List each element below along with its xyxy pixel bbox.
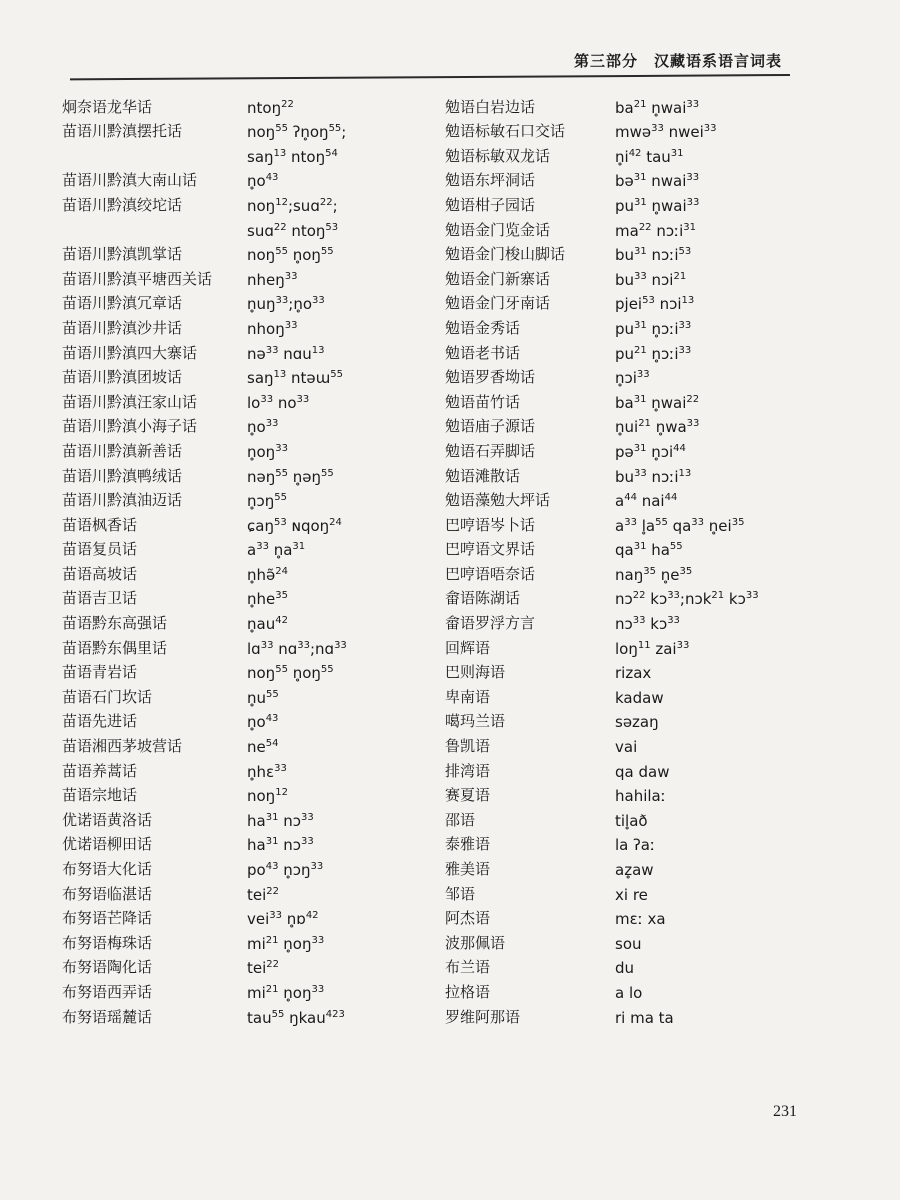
word-form: $a^{33}$ $n̥a^{31}$ xyxy=(247,541,306,560)
language-name: 苗语川黔滇冗章话 xyxy=(62,294,183,313)
entry-row xyxy=(62,928,432,953)
entry-row xyxy=(445,240,795,265)
language-name: 勉语东坪洞话 xyxy=(445,171,536,190)
word-form: $n̥o^{43}$ xyxy=(247,713,279,732)
language-name: 勉语金门新寨话 xyxy=(445,269,551,288)
language-name: 畲语罗浮方言 xyxy=(445,614,536,633)
entry-row xyxy=(62,756,432,781)
word-form: kadaw xyxy=(615,688,664,707)
word-form: nɔ$^{33}$ kɔ$^{33}$ xyxy=(615,615,680,634)
language-name: 炯奈语龙华话 xyxy=(62,97,153,116)
language-name: 苗语宗地话 xyxy=(62,786,138,805)
word-form: qa daw xyxy=(615,762,670,781)
word-form: $lo^{33}$ $no^{33}$ xyxy=(247,393,310,412)
entry-row xyxy=(445,289,795,314)
entry-row xyxy=(445,313,795,338)
language-name: 噶玛兰语 xyxy=(445,712,506,731)
word-form: $mi^{21}$ $n̥oŋ^{33}$ xyxy=(247,934,325,953)
entry-row xyxy=(62,486,432,511)
language-name: 勉语庙子源话 xyxy=(445,417,536,436)
word-form: vei$^{33}$ n̥ɒ$^{42}$ xyxy=(247,910,319,929)
entry-row xyxy=(445,461,795,486)
entry-row xyxy=(445,608,795,633)
word-form: sou xyxy=(615,934,642,953)
word-form: nɔ$^{22}$ kɔ$^{33}$;nɔk$^{21}$ kɔ$^{33}$ xyxy=(615,590,759,609)
language-name: 勉语金门梭山脚话 xyxy=(445,245,566,264)
entry-row xyxy=(62,854,432,879)
word-form: ɕaŋ$^{53}$ ɴqoŋ$^{24}$ xyxy=(247,516,342,535)
language-name: 苗语养蒿话 xyxy=(62,761,138,780)
entry-row xyxy=(445,904,795,929)
word-form: noŋ$^{55}$ $n̥oŋ^{55}$ xyxy=(247,246,334,265)
entry-row xyxy=(62,805,432,830)
entry-row xyxy=(62,215,432,240)
entry-row xyxy=(445,781,795,806)
word-form: $n̥o^{43}$ xyxy=(247,172,279,191)
entry-row xyxy=(445,953,795,978)
left-column xyxy=(62,92,432,1027)
word-form: bə$^{31}$ nwai$^{33}$ xyxy=(615,172,700,191)
language-name: 回辉语 xyxy=(445,638,491,657)
entry-row xyxy=(445,141,795,166)
word-form: ri ma ta xyxy=(615,1008,674,1027)
word-form: nə$^{33}$ nɑu$^{13}$ xyxy=(247,344,325,363)
word-form: $ne^{54}$ xyxy=(247,738,279,757)
language-name: 布努语梅珠话 xyxy=(62,933,153,952)
language-name: 排湾语 xyxy=(445,761,491,780)
entry-row xyxy=(62,584,432,609)
language-name: 苗语湘西茅坡营话 xyxy=(62,737,183,756)
language-name: 罗维阿那语 xyxy=(445,1007,521,1026)
language-name: 勉语柑子园话 xyxy=(445,195,536,214)
word-form: $pu^{31}$ n̥wai$^{33}$ xyxy=(615,196,700,215)
word-form: $n̥i^{42}$ tau$^{31}$ xyxy=(615,147,684,166)
language-name: 畲语陈湖话 xyxy=(445,589,521,608)
language-name: 泰雅语 xyxy=(445,835,491,854)
word-form: suɑ$^{22}$ ntoŋ$^{53}$ xyxy=(247,221,339,240)
language-name: 勉语藻勉大坪话 xyxy=(445,491,551,510)
entry-row xyxy=(62,731,432,756)
entry-row xyxy=(445,928,795,953)
entry-row xyxy=(445,363,795,388)
language-name: 苗语吉卫话 xyxy=(62,589,138,608)
word-form: vai xyxy=(615,738,638,757)
word-form: $ha^{31}$ nɔ$^{33}$ xyxy=(247,836,314,855)
word-form: n̥ɔi$^{33}$ xyxy=(615,369,650,388)
language-name: 优诺语黄洛话 xyxy=(62,810,153,829)
entry-row xyxy=(445,338,795,363)
entry-row xyxy=(62,707,432,732)
entry-row xyxy=(445,535,795,560)
language-name: 苗语黔东偶里话 xyxy=(62,638,168,657)
entry-row xyxy=(445,805,795,830)
word-form: $n̥o^{33}$ xyxy=(247,418,279,437)
entry-row xyxy=(62,977,432,1002)
language-name: 勉语罗香坳话 xyxy=(445,368,536,387)
language-name: 邵语 xyxy=(445,810,476,829)
language-name: 苗语青岩话 xyxy=(62,663,138,682)
entry-row xyxy=(445,633,795,658)
language-name: 苗语石门坎话 xyxy=(62,687,153,706)
entry-row xyxy=(62,461,432,486)
word-form: $ba^{31}$ n̥wai$^{22}$ xyxy=(615,393,700,412)
word-form: səzaŋ xyxy=(615,713,659,732)
word-form: pjei$^{53}$ nɔi$^{13}$ xyxy=(615,295,695,314)
word-form: $n̥uŋ^{33};n̥o^{33}$ xyxy=(247,295,325,314)
word-form: $n̥u^{55}$ xyxy=(247,688,279,707)
word-form: saŋ$^{13}$ ntəɯ$^{55}$ xyxy=(247,369,343,388)
language-name: 苗语川黔滇沙井话 xyxy=(62,318,183,337)
language-name: 苗语枫香话 xyxy=(62,515,138,534)
word-form: pə$^{31}$ n̥ɔi$^{44}$ xyxy=(615,442,686,461)
word-form: a lo xyxy=(615,983,643,1002)
word-form: $ha^{31}$ nɔ$^{33}$ xyxy=(247,811,314,830)
language-name: 勉语苗竹话 xyxy=(445,392,521,411)
word-form: mwə$^{33}$ nwei$^{33}$ xyxy=(615,123,717,142)
language-name: 苗语川黔滇四大寨话 xyxy=(62,343,198,362)
entry-row xyxy=(62,633,432,658)
running-header: 第三部分 汉藏语系语言词表 xyxy=(573,52,782,70)
language-name: 布努语芒降话 xyxy=(62,909,153,928)
entry-row xyxy=(62,363,432,388)
language-name: 苗语川黔滇小海子话 xyxy=(62,417,198,436)
word-form: $a^{33}$ $l̥a^{55}$ $qa^{33}$ $n̥ei^{35}$ xyxy=(615,516,745,535)
language-name: 布努语临湛话 xyxy=(62,884,153,903)
language-name: 勉语老书话 xyxy=(445,343,521,362)
language-name: 布努语西弄话 xyxy=(62,982,153,1001)
entry-row xyxy=(445,854,795,879)
word-form: nəŋ$^{55}$ n̥əŋ$^{55}$ xyxy=(247,467,334,486)
word-form: nhoŋ$^{33}$ xyxy=(247,319,298,338)
language-name: 波那佩语 xyxy=(445,933,506,952)
word-form: $ma^{22}$ nɔːi$^{31}$ xyxy=(615,221,697,240)
entry-row xyxy=(445,731,795,756)
language-name: 苗语川黔滇汪家山话 xyxy=(62,392,198,411)
entry-row xyxy=(62,166,432,191)
language-name: 苗语先进话 xyxy=(62,712,138,731)
language-name: 巴则海语 xyxy=(445,663,506,682)
entry-row xyxy=(62,830,432,855)
word-form: $pu^{31}$ n̥ɔːi$^{33}$ xyxy=(615,319,692,338)
language-name: 苗语黔东高强话 xyxy=(62,614,168,633)
word-form: mɛː xa xyxy=(615,910,666,929)
entry-row xyxy=(445,682,795,707)
language-name: 苗语复员话 xyxy=(62,540,138,559)
language-name: 阿杰语 xyxy=(445,909,491,928)
word-form: $bu^{33}$ nɔːi$^{13}$ xyxy=(615,467,692,486)
entry-row xyxy=(445,166,795,191)
language-name: 苗语川黔滇平塘西关话 xyxy=(62,269,213,288)
entry-row xyxy=(445,1002,795,1027)
language-name: 苗语川黔滇绞坨话 xyxy=(62,195,183,214)
language-name: 雅美语 xyxy=(445,860,491,878)
language-name: 苗语川黔滇油迈话 xyxy=(62,491,183,510)
language-name: 苗语川黔滇新善话 xyxy=(62,441,183,460)
word-form: nheŋ$^{33}$ xyxy=(247,270,298,289)
entry-row xyxy=(62,608,432,633)
entry-row xyxy=(62,953,432,978)
entry-row xyxy=(62,682,432,707)
language-name: 苗语川黔滇摆托话 xyxy=(62,122,183,141)
language-name: 勉语石弄脚话 xyxy=(445,441,536,460)
entry-row xyxy=(62,879,432,904)
word-form: tei$^{22}$ xyxy=(247,885,280,904)
language-name: 苗语川黔滇团坡话 xyxy=(62,368,183,387)
entry-row xyxy=(445,264,795,289)
entry-row xyxy=(445,117,795,142)
entry-row xyxy=(445,756,795,781)
word-form: $bu^{31}$ nɔːi$^{53}$ xyxy=(615,246,692,265)
language-name: 苗语川黔滇凯掌话 xyxy=(62,245,183,264)
entry-row xyxy=(445,436,795,461)
entry-row xyxy=(445,559,795,584)
language-name: 鲁凯语 xyxy=(445,737,491,756)
word-form: $qa^{31}$ $ha^{55}$ xyxy=(615,541,683,560)
right-column xyxy=(445,92,795,1027)
word-form: tei$^{22}$ xyxy=(247,959,280,978)
entry-row xyxy=(62,289,432,314)
language-name: 勉语滩散话 xyxy=(445,466,521,485)
word-form: til̥að xyxy=(615,811,648,830)
word-form: noŋ$^{55}$ $ʔn̥oŋ^{55}$; xyxy=(247,123,347,142)
header-rule xyxy=(70,74,790,80)
language-name: 巴哼语岑卜话 xyxy=(445,515,536,534)
language-name: 优诺语柳田话 xyxy=(62,835,153,854)
entry-row xyxy=(445,658,795,683)
language-name: 苗语川黔滇鸭绒话 xyxy=(62,466,183,485)
word-form: noŋ$^{55}$ $n̥oŋ^{55}$ xyxy=(247,664,334,683)
language-name: 邹语 xyxy=(445,884,476,903)
entry-row xyxy=(62,412,432,437)
word-form: hahilaː xyxy=(615,787,666,806)
language-name: 拉格语 xyxy=(445,982,491,1001)
entry-row xyxy=(445,584,795,609)
language-name: 卑南语 xyxy=(445,687,491,706)
entry-row xyxy=(62,904,432,929)
entry-row xyxy=(62,264,432,289)
page-number: 231 xyxy=(773,1103,797,1120)
word-form: $mi^{21}$ $n̥oŋ^{33}$ xyxy=(247,983,325,1002)
language-name: 巴哼语唔奈话 xyxy=(445,564,536,583)
entry-row xyxy=(445,387,795,412)
language-name: 苗语川黔滇大南山话 xyxy=(62,171,198,190)
entry-row xyxy=(62,535,432,560)
entry-row xyxy=(62,559,432,584)
language-name: 勉语金秀话 xyxy=(445,318,521,337)
entry-row xyxy=(62,313,432,338)
word-form: loŋ$^{11}$ zai$^{33}$ xyxy=(615,639,690,658)
language-name: 布努语瑶麓话 xyxy=(62,1007,153,1026)
language-name: 布兰语 xyxy=(445,958,491,977)
entry-row xyxy=(62,141,432,166)
language-name: 苗语高坡话 xyxy=(62,564,138,583)
entry-row xyxy=(62,387,432,412)
word-form: $a^{44}$ nai$^{44}$ xyxy=(615,492,678,511)
word-form: ntoŋ$^{22}$ xyxy=(247,98,294,117)
entry-row xyxy=(445,92,795,117)
language-name: 赛夏语 xyxy=(445,786,491,805)
entry-row xyxy=(445,215,795,240)
entry-row xyxy=(62,338,432,363)
entry-row xyxy=(445,190,795,215)
word-form: rizax xyxy=(615,664,652,683)
language-name: 布努语大化话 xyxy=(62,860,153,878)
word-form: n̥hɛ$^{33}$ xyxy=(247,762,287,781)
entry-row xyxy=(62,436,432,461)
language-name: 勉语金门览金话 xyxy=(445,220,551,239)
entry-row xyxy=(62,1002,432,1027)
language-name: 勉语标敏双龙话 xyxy=(445,146,551,165)
entry-row xyxy=(445,412,795,437)
word-form: du xyxy=(615,959,635,978)
word-form: tau$^{55}$ ŋkau$^{423}$ xyxy=(247,1008,345,1027)
entry-row xyxy=(62,190,432,215)
word-form: saŋ$^{13}$ ntoŋ$^{54}$ xyxy=(247,147,338,166)
word-form: $n̥au^{42}$ xyxy=(247,615,288,634)
entry-row xyxy=(62,117,432,142)
word-form: la ʔaː xyxy=(615,836,656,855)
word-form: n̥hə̃$^{24}$ xyxy=(247,565,288,584)
entry-row xyxy=(62,92,432,117)
entry-row xyxy=(445,830,795,855)
word-form: n̥ɔŋ$^{55}$ xyxy=(247,492,287,511)
word-form: $po^{43}$ n̥ɔŋ$^{33}$ xyxy=(247,861,324,879)
entry-row xyxy=(445,707,795,732)
word-form: $n̥he^{35}$ xyxy=(247,590,288,609)
word-form: az̥aw xyxy=(615,861,654,879)
language-name: 布努语陶化话 xyxy=(62,958,153,977)
word-form: $bu^{33}$ nɔi$^{21}$ xyxy=(615,270,687,289)
language-name: 勉语白岩边话 xyxy=(445,97,536,116)
entry-row xyxy=(445,510,795,535)
entry-row xyxy=(445,486,795,511)
word-form: $ba^{21}$ n̥wai$^{33}$ xyxy=(615,98,700,117)
word-form: $pu^{21}$ n̥ɔːi$^{33}$ xyxy=(615,344,692,363)
entry-row xyxy=(62,510,432,535)
entry-row xyxy=(62,240,432,265)
language-name: 勉语金门牙南话 xyxy=(445,294,551,313)
word-form: noŋ$^{12}$ xyxy=(247,787,288,806)
word-form: noŋ$^{12}$;suɑ$^{22}$; xyxy=(247,196,338,215)
language-name: 勉语标敏石口交话 xyxy=(445,122,566,141)
word-form: xi re xyxy=(615,885,648,904)
word-form: lɑ$^{33}$ nɑ$^{33}$;nɑ$^{33}$ xyxy=(247,639,347,658)
language-name: 巴哼语文界话 xyxy=(445,540,536,559)
word-form: $n̥oŋ^{33}$ xyxy=(247,442,288,461)
entry-row xyxy=(445,977,795,1002)
entry-row xyxy=(445,879,795,904)
word-form: naŋ$^{35}$ $n̥e^{35}$ xyxy=(615,565,693,584)
word-form: $n̥ui^{21}$ $n̥wa^{33}$ xyxy=(615,418,700,437)
entry-row xyxy=(62,781,432,806)
entry-row xyxy=(62,658,432,683)
